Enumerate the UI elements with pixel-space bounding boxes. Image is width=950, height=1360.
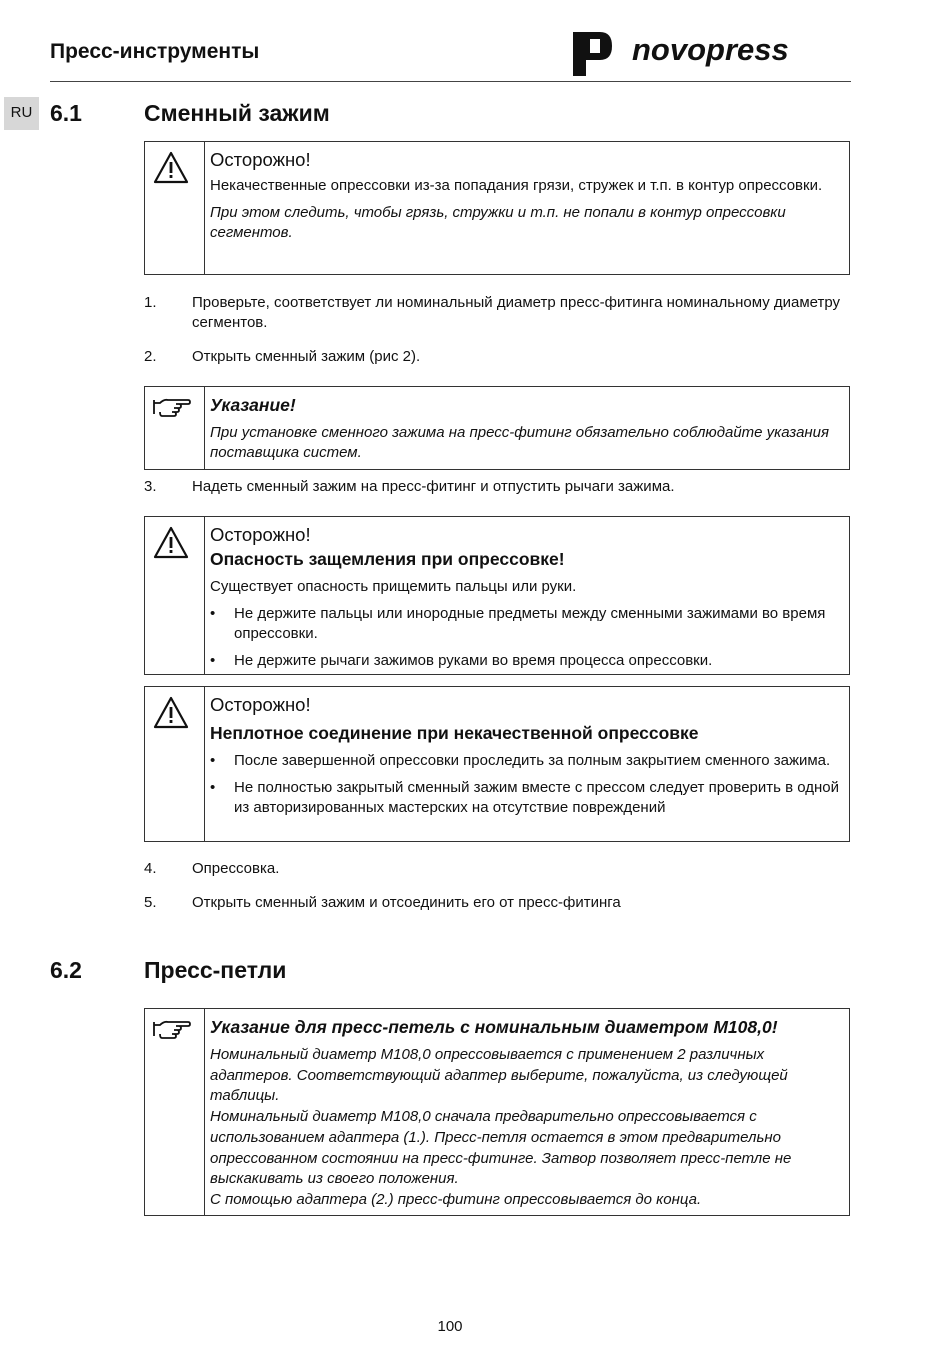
note-heading: Указание! <box>210 395 296 415</box>
pointing-hand-icon <box>152 395 192 419</box>
section-title: Сменный зажим <box>144 100 330 126</box>
warning-triangle-icon <box>152 695 190 731</box>
warning-box <box>144 686 850 842</box>
bullet-item: • Не полностью закрытый сменный зажим вместе с прессом следует проверить в одной из авторизированных мастерских на отсутствие повреждений <box>210 778 841 818</box>
note-text: С помощью адаптера (2.) пресс-фитинг опрессовывается до конца. <box>210 1190 702 1208</box>
step-text: Опрессовка. <box>192 860 280 877</box>
language-tab: RU <box>4 97 39 130</box>
warning-triangle-icon <box>152 525 190 561</box>
warning-box <box>144 141 850 275</box>
section-title: Пресс-петли <box>144 957 287 983</box>
warning-subheading: Неплотное соединение при некачественной опрессовке <box>210 723 699 743</box>
warning-italic-text: При этом следить, чтобы грязь, стружки и т.п. не попали в контур опрессовки сегментов. <box>210 204 786 241</box>
step-number: 3. <box>144 478 157 495</box>
note-text: Номинальный диаметр M108,0 опрессовывается с применением 2 различных адаптеров. Соответствующий адаптер выберите, пожалуйста, из следующей таблицы. <box>210 1046 788 1105</box>
note-text: Номинальный диаметр M108,0 сначала предварительно опрессовывается с использованием адаптера (1.). Пресс-петля остается в этом предварительно опрессованном состоянии на пресс-фитинге. Затвор позволяет пресс-петле не выскакивать из своего положения. <box>210 1108 792 1188</box>
section-number: 6.1 <box>50 100 82 126</box>
note-text: При установке сменного зажима на пресс-фитинг обязательно соблюдайте указания поставщика систем. <box>210 424 830 461</box>
note-heading: Указание для пресс-петель с номинальным диаметром M108,0! <box>210 1017 778 1037</box>
step-text: Открыть сменный зажим и отсоединить его от пресс-фитинга <box>192 894 621 911</box>
list-item <box>144 347 850 367</box>
note-box <box>144 1008 850 1216</box>
warning-heading: Осторожно! <box>210 149 311 170</box>
warning-heading: Осторожно! <box>210 524 311 545</box>
step-number: 5. <box>144 894 157 911</box>
list-item <box>144 893 850 913</box>
bullet-item: • Не держите пальцы или инородные предметы между сменными зажимами во время опрессовки. <box>210 604 841 644</box>
bullet-item: • Не держите рычаги зажимов руками во время процесса опрессовки. <box>210 651 841 671</box>
list-item <box>144 293 850 333</box>
bullet-item: • После завершенной опрессовки проследить за полным закрытием сменного зажима. <box>210 751 841 771</box>
step-text: Надеть сменный зажим на пресс-фитинг и отпустить рычаги зажима. <box>192 478 675 495</box>
list-item <box>144 477 850 497</box>
note-box <box>144 386 850 470</box>
warning-text: Некачественные опрессовки из-за попадания грязи, стружек и т.п. в контур опрессовки. <box>210 177 823 194</box>
warning-subheading: Опасность защемления при опрессовке! <box>210 549 565 569</box>
warning-text: Существует опасность прищемить пальцы или руки. <box>210 578 577 595</box>
logo-wordmark: novopress <box>632 32 789 67</box>
warning-box <box>144 516 850 675</box>
step-number: 4. <box>144 860 157 877</box>
page-number: 100 <box>437 1318 463 1335</box>
pointing-hand-icon <box>152 1017 192 1041</box>
warning-triangle-icon <box>152 150 190 186</box>
warning-heading: Осторожно! <box>210 694 311 715</box>
list-item <box>144 859 850 879</box>
section-number: 6.2 <box>50 957 82 983</box>
step-number: 2. <box>144 348 157 365</box>
step-text: Проверьте, соответствует ли номинальный диаметр пресс-фитинга номинальному диаметру сегментов. <box>192 294 841 331</box>
step-number: 1. <box>144 294 157 311</box>
step-text: Открыть сменный зажим (рис 2). <box>192 348 421 365</box>
page-header-title: Пресс-инструменты <box>50 40 260 63</box>
header-divider <box>50 81 851 82</box>
novopress-logo <box>572 30 844 78</box>
